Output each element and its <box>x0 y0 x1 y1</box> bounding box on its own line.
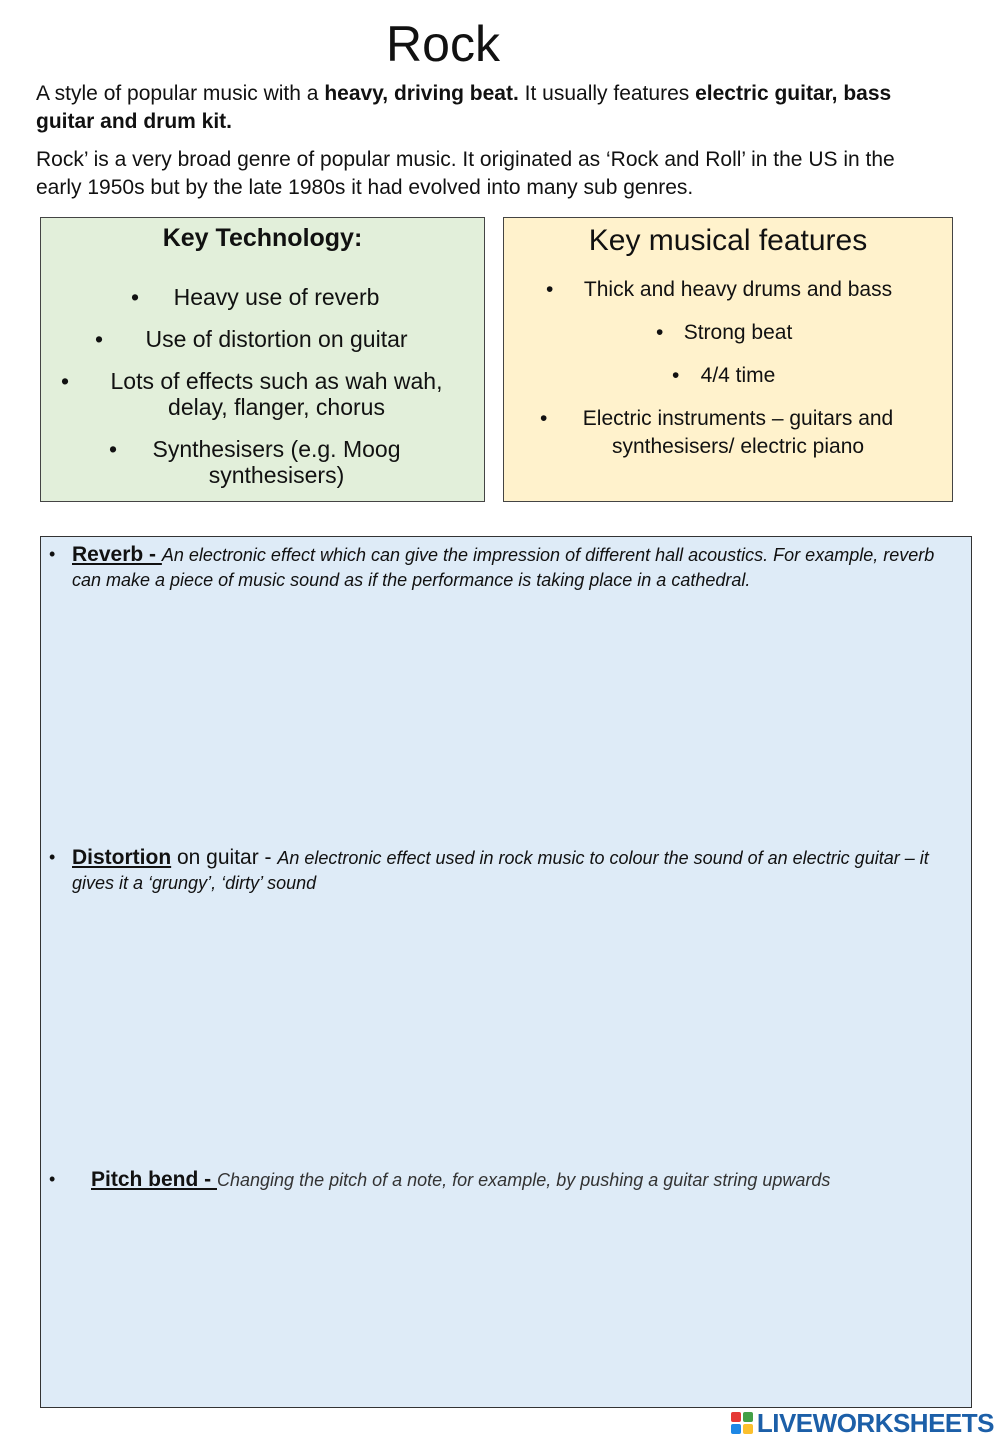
bullet-icon: • <box>540 407 548 430</box>
logo-square <box>731 1424 741 1434</box>
bullet-icon: • <box>49 847 56 867</box>
key-technology-title: Key Technology: <box>162 224 363 252</box>
page-title: Rock <box>386 16 500 72</box>
intro-text-2: It usually features <box>518 82 696 105</box>
term-pitch-bend: Pitch bend - <box>91 1168 217 1191</box>
logo-square <box>743 1424 753 1434</box>
bullet-icon: • <box>95 326 104 352</box>
desc-distortion: An electronic effect used in rock music to colour the sound of an electric guitar – it gives it a ‘grungy’, ‘dirty’ sound <box>72 848 929 893</box>
desc-pitch-bend: Changing the pitch of a note, for example, by pushing a guitar string upwards <box>217 1170 831 1190</box>
genre-paragraph: Rock’ is a very broad genre of popular music. It originated as ‘Rock and Roll’ in the US in the early 1950s but by the late 1980s it had evolved into many sub genres. <box>36 148 895 199</box>
key-features-box <box>503 217 953 502</box>
bullet-icon: • <box>49 544 56 564</box>
list-item: • Strong beat <box>504 319 952 347</box>
list-item: • Electric instruments – guitars and synthesisers/ electric piano <box>540 407 894 458</box>
bullet-icon: • <box>672 364 680 387</box>
intro-emphasis-instruments: electric guitar, bass guitar and drum kit. <box>36 82 892 133</box>
key-technology-box <box>40 217 485 502</box>
list-item: • Heavy use of reverb <box>131 284 380 310</box>
logo-square <box>731 1412 741 1422</box>
list-item: • Use of distortion on guitar <box>95 326 408 352</box>
intro-emphasis-beat: heavy, driving beat. <box>324 82 519 105</box>
key-features-title: Key musical features <box>588 224 868 257</box>
bullet-icon: • <box>131 284 140 310</box>
desc-reverb: An electronic effect which can give the impression of different hall acoustics. For example, reverb can make a piece of music sound as if the performance is taking place in a cathedral. <box>72 545 935 590</box>
liveworksheets-brand <box>731 1409 994 1437</box>
term-reverb: Reverb - <box>72 543 162 566</box>
bullet-icon: • <box>49 1169 56 1189</box>
liveworksheets-text: LIVEWORKSHEETS <box>756 1407 994 1438</box>
definitions-panel <box>40 536 972 1408</box>
liveworksheets-logo-icon <box>731 1412 753 1434</box>
term-distortion-suffix: on guitar - <box>171 846 278 869</box>
list-item: • Synthesisers (e.g. Moog synthesisers) <box>109 436 401 488</box>
list-item: • 4/4 time <box>504 362 952 390</box>
bullet-icon: • <box>656 321 664 344</box>
bullet-icon: • <box>61 368 70 394</box>
logo-square <box>743 1412 753 1422</box>
list-item: • Lots of effects such as wah wah, delay, flanger, chorus <box>61 368 443 420</box>
key-technology-list <box>41 284 484 504</box>
intro-text-1: A style of popular music with a <box>36 82 325 105</box>
bullet-icon: • <box>109 436 118 462</box>
key-features-list <box>504 276 952 476</box>
intro-paragraph <box>36 80 946 136</box>
bullet-icon: • <box>546 278 554 301</box>
list-item: • Thick and heavy drums and bass <box>504 276 952 304</box>
term-distortion: Distortion <box>72 846 172 869</box>
